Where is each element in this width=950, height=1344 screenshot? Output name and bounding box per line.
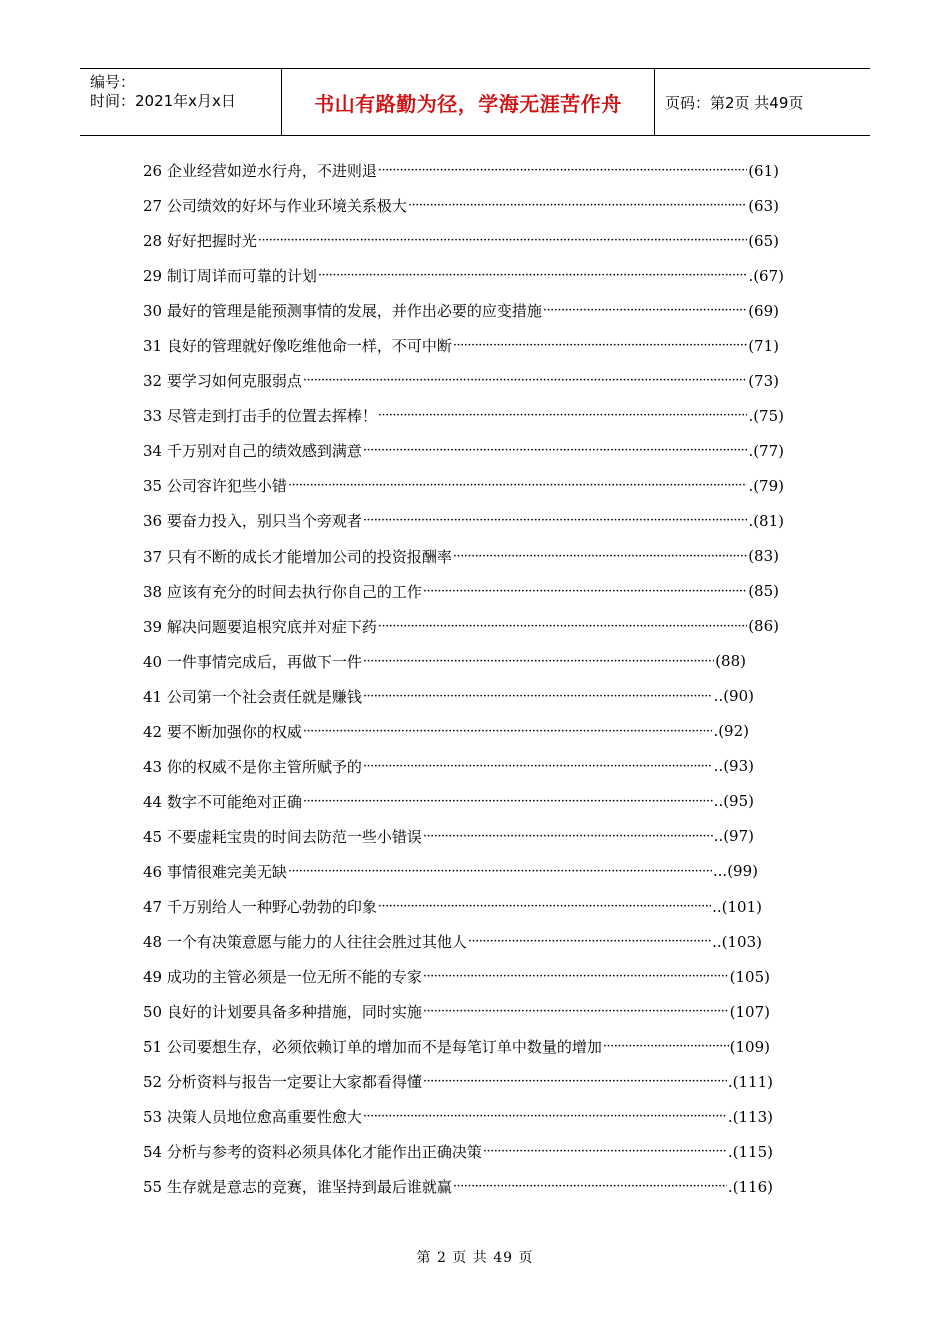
toc-leader-dots <box>378 619 747 634</box>
toc-entry-page: .(75) <box>748 406 784 425</box>
toc-entry[interactable] <box>143 188 779 223</box>
toc-leader-dots <box>378 899 711 914</box>
toc-entry-title: 55 生存就是意志的竞赛，谁坚持到最后谁就赢 <box>143 1178 452 1197</box>
toc-entry-page: (63) <box>748 196 779 215</box>
toc-entry-title: 46 事情很难完美无缺 <box>143 862 287 881</box>
footer-page-number: 第 2 页 共 49 页 <box>416 1250 534 1266</box>
page-count-label: 页码：第2页 共49页 <box>665 93 804 112</box>
toc-entry-title: 39 解决问题要追根究底并对症下药 <box>143 617 377 636</box>
toc-entry-page: .(113) <box>727 1107 773 1126</box>
toc-leader-dots <box>408 198 747 213</box>
toc-entry-page: (71) <box>748 336 779 355</box>
toc-entry-page: (69) <box>748 301 779 320</box>
toc-entry-title: 51 公司要想生存，必须依赖订单的增加而不是每笔订单中数量的增加 <box>143 1038 602 1057</box>
toc-entry-page: ..(97) <box>713 827 754 846</box>
toc-entry-page: ..(103) <box>712 932 762 951</box>
toc-entry[interactable] <box>143 994 770 1029</box>
toc-entry-title: 36 要奋力投入，别只当个旁观者 <box>143 512 362 531</box>
toc-entry[interactable] <box>143 398 784 433</box>
toc-entry-page: (107) <box>729 1002 770 1021</box>
toc-entry-title: 26 企业经营如逆水行舟，不进则退 <box>143 162 377 181</box>
toc-entry[interactable] <box>143 854 758 889</box>
toc-entry-title: 37 只有不断的成长才能增加公司的投资报酬率 <box>143 547 452 566</box>
toc-entry[interactable] <box>143 644 746 679</box>
toc-leader-dots <box>363 1109 727 1124</box>
toc-entry-page: .(111) <box>727 1072 773 1091</box>
toc-entry-page: .(79) <box>748 476 784 495</box>
toc-entry[interactable] <box>143 749 754 784</box>
toc-entry-title: 35 公司容许犯些小错 <box>143 477 287 496</box>
toc-entry-title: 48 一个有决策意愿与能力的人往往会胜过其他人 <box>143 933 467 952</box>
motto-text: 书山有路勤为径，学海无涯苦作舟 <box>314 91 622 116</box>
toc-entry-page: .(116) <box>727 1177 773 1196</box>
toc-leader-dots <box>378 163 747 178</box>
toc-entry-page: ..(95) <box>713 792 754 811</box>
toc-entry[interactable] <box>143 468 784 503</box>
toc-entry-title: 42 要不断加强你的权威 <box>143 722 302 741</box>
toc-entry-page: .(81) <box>748 511 784 530</box>
toc-leader-dots <box>288 864 712 879</box>
code-label: 编号： <box>90 73 136 91</box>
header-page-cell <box>655 69 870 135</box>
toc-leader-dots <box>453 338 747 353</box>
toc-entry[interactable] <box>143 153 779 188</box>
toc-leader-dots <box>288 478 748 493</box>
toc-leader-dots <box>423 1004 729 1019</box>
toc-entry-page: (86) <box>748 617 779 636</box>
toc-entry-title: 28 好好把握时光 <box>143 232 257 251</box>
toc-entry[interactable] <box>143 784 754 819</box>
toc-entry-title: 27 公司绩效的好坏与作业环境关系极大 <box>143 197 407 216</box>
toc-entry-page: ..(101) <box>712 897 762 916</box>
toc-entry-title: 32 要学习如何克服弱点 <box>143 372 302 391</box>
toc-entry[interactable] <box>143 1169 773 1204</box>
toc-leader-dots <box>453 549 747 564</box>
toc-entry[interactable] <box>143 889 762 924</box>
toc-leader-dots <box>363 654 714 669</box>
time-label: 时间：2021年x月x日 <box>90 92 236 110</box>
toc-entry-page: ..(93) <box>713 757 754 776</box>
toc-entry-title: 43 你的权威不是你主管所赋予的 <box>143 757 362 776</box>
toc-leader-dots <box>303 373 747 388</box>
toc-leader-dots <box>423 969 729 984</box>
toc-entry-title: 44 数字不可能绝对正确 <box>143 792 302 811</box>
toc-entry-page: (105) <box>729 967 770 986</box>
toc-entry-page: (61) <box>748 161 779 180</box>
toc-entry[interactable] <box>143 293 779 328</box>
header-motto-cell <box>282 69 655 135</box>
toc-leader-dots <box>378 408 748 423</box>
toc-entry-title: 30 最好的管理是能预测事情的发展，并作出必要的应变措施 <box>143 302 542 321</box>
toc-entry-page: (65) <box>748 231 779 250</box>
toc-leader-dots <box>363 443 748 458</box>
toc-leader-dots <box>423 1074 727 1089</box>
toc-entry-page: .(92) <box>713 722 749 741</box>
toc-leader-dots <box>363 689 713 704</box>
toc-entry[interactable] <box>143 433 784 468</box>
toc-entry-page: (73) <box>748 371 779 390</box>
toc-entry-title: 49 成功的主管必须是一位无所不能的专家 <box>143 968 422 987</box>
toc-entry-page: .(77) <box>748 441 784 460</box>
toc-leader-dots <box>363 759 713 774</box>
toc-entry-page: .(67) <box>748 266 784 285</box>
toc-entry-page: (85) <box>748 582 779 601</box>
toc-leader-dots <box>303 794 713 809</box>
toc-entry[interactable] <box>143 539 779 574</box>
toc-entry[interactable] <box>143 714 749 749</box>
toc-entry[interactable] <box>143 574 779 609</box>
toc-leader-dots <box>363 513 748 528</box>
toc-entry-title: 33 尽管走到打击手的位置去挥棒！ <box>143 407 377 426</box>
header-meta-cell <box>80 69 282 135</box>
toc-leader-dots <box>258 233 747 248</box>
toc-entry-title: 40 一件事情完成后，再做下一件 <box>143 652 362 671</box>
toc-entry[interactable] <box>143 1064 773 1099</box>
toc-entry[interactable] <box>143 1099 773 1134</box>
toc-leader-dots <box>543 303 747 318</box>
toc-entry[interactable] <box>143 363 779 398</box>
toc-leader-dots <box>468 934 711 949</box>
toc-entry-page: (109) <box>729 1037 770 1056</box>
page-footer <box>0 1247 950 1267</box>
toc-leader-dots <box>423 584 747 599</box>
toc-entry-page: (88) <box>715 652 746 671</box>
toc-entry[interactable] <box>143 1029 770 1064</box>
toc-entry-title: 34 千万别对自己的绩效感到满意 <box>143 442 362 461</box>
toc-entry[interactable] <box>143 679 754 714</box>
toc-entry-title: 38 应该有充分的时间去执行你自己的工作 <box>143 582 422 601</box>
toc-entry-title: 54 分析与参考的资料必须具体化才能作出正确决策 <box>143 1143 482 1162</box>
toc-entry[interactable] <box>143 1134 773 1169</box>
toc-leader-dots <box>483 1144 727 1159</box>
toc-entry[interactable] <box>143 328 779 363</box>
toc-entry[interactable] <box>143 609 779 644</box>
toc-entry[interactable] <box>143 819 754 854</box>
toc-entry[interactable] <box>143 924 762 959</box>
toc-entry[interactable] <box>143 503 784 538</box>
toc-entry-title: 29 制订周详而可靠的计划 <box>143 267 317 286</box>
toc-entry-title: 52 分析资料与报告一定要让大家都看得懂 <box>143 1073 422 1092</box>
toc-leader-dots <box>603 1039 729 1054</box>
toc-leader-dots <box>303 724 713 739</box>
toc-entry-title: 50 良好的计划要具备多种措施，同时实施 <box>143 1003 422 1022</box>
toc-leader-dots <box>423 829 713 844</box>
toc-entry-page: ...(99) <box>712 862 758 881</box>
toc-leader-dots <box>453 1179 727 1194</box>
toc-entry-title: 53 决策人员地位愈高重要性愈大 <box>143 1108 362 1127</box>
table-of-contents <box>143 153 783 1204</box>
toc-entry-page: ..(90) <box>713 687 754 706</box>
toc-entry[interactable] <box>143 258 784 293</box>
toc-entry[interactable] <box>143 223 779 258</box>
toc-entry-title: 47 千万别给人一种野心勃勃的印象 <box>143 898 377 916</box>
toc-entry-page: .(115) <box>727 1142 773 1161</box>
toc-entry-title: 45 不要虚耗宝贵的时间去防范一些小错误 <box>143 827 422 846</box>
toc-entry-page: (83) <box>748 547 779 566</box>
toc-entry-title: 31 良好的管理就好像吃维他命一样，不可中断 <box>143 337 452 356</box>
page-header <box>80 68 870 136</box>
toc-leader-dots <box>318 268 748 283</box>
toc-entry[interactable] <box>143 959 770 994</box>
toc-entry-title: 41 公司第一个社会责任就是赚钱 <box>143 687 362 706</box>
